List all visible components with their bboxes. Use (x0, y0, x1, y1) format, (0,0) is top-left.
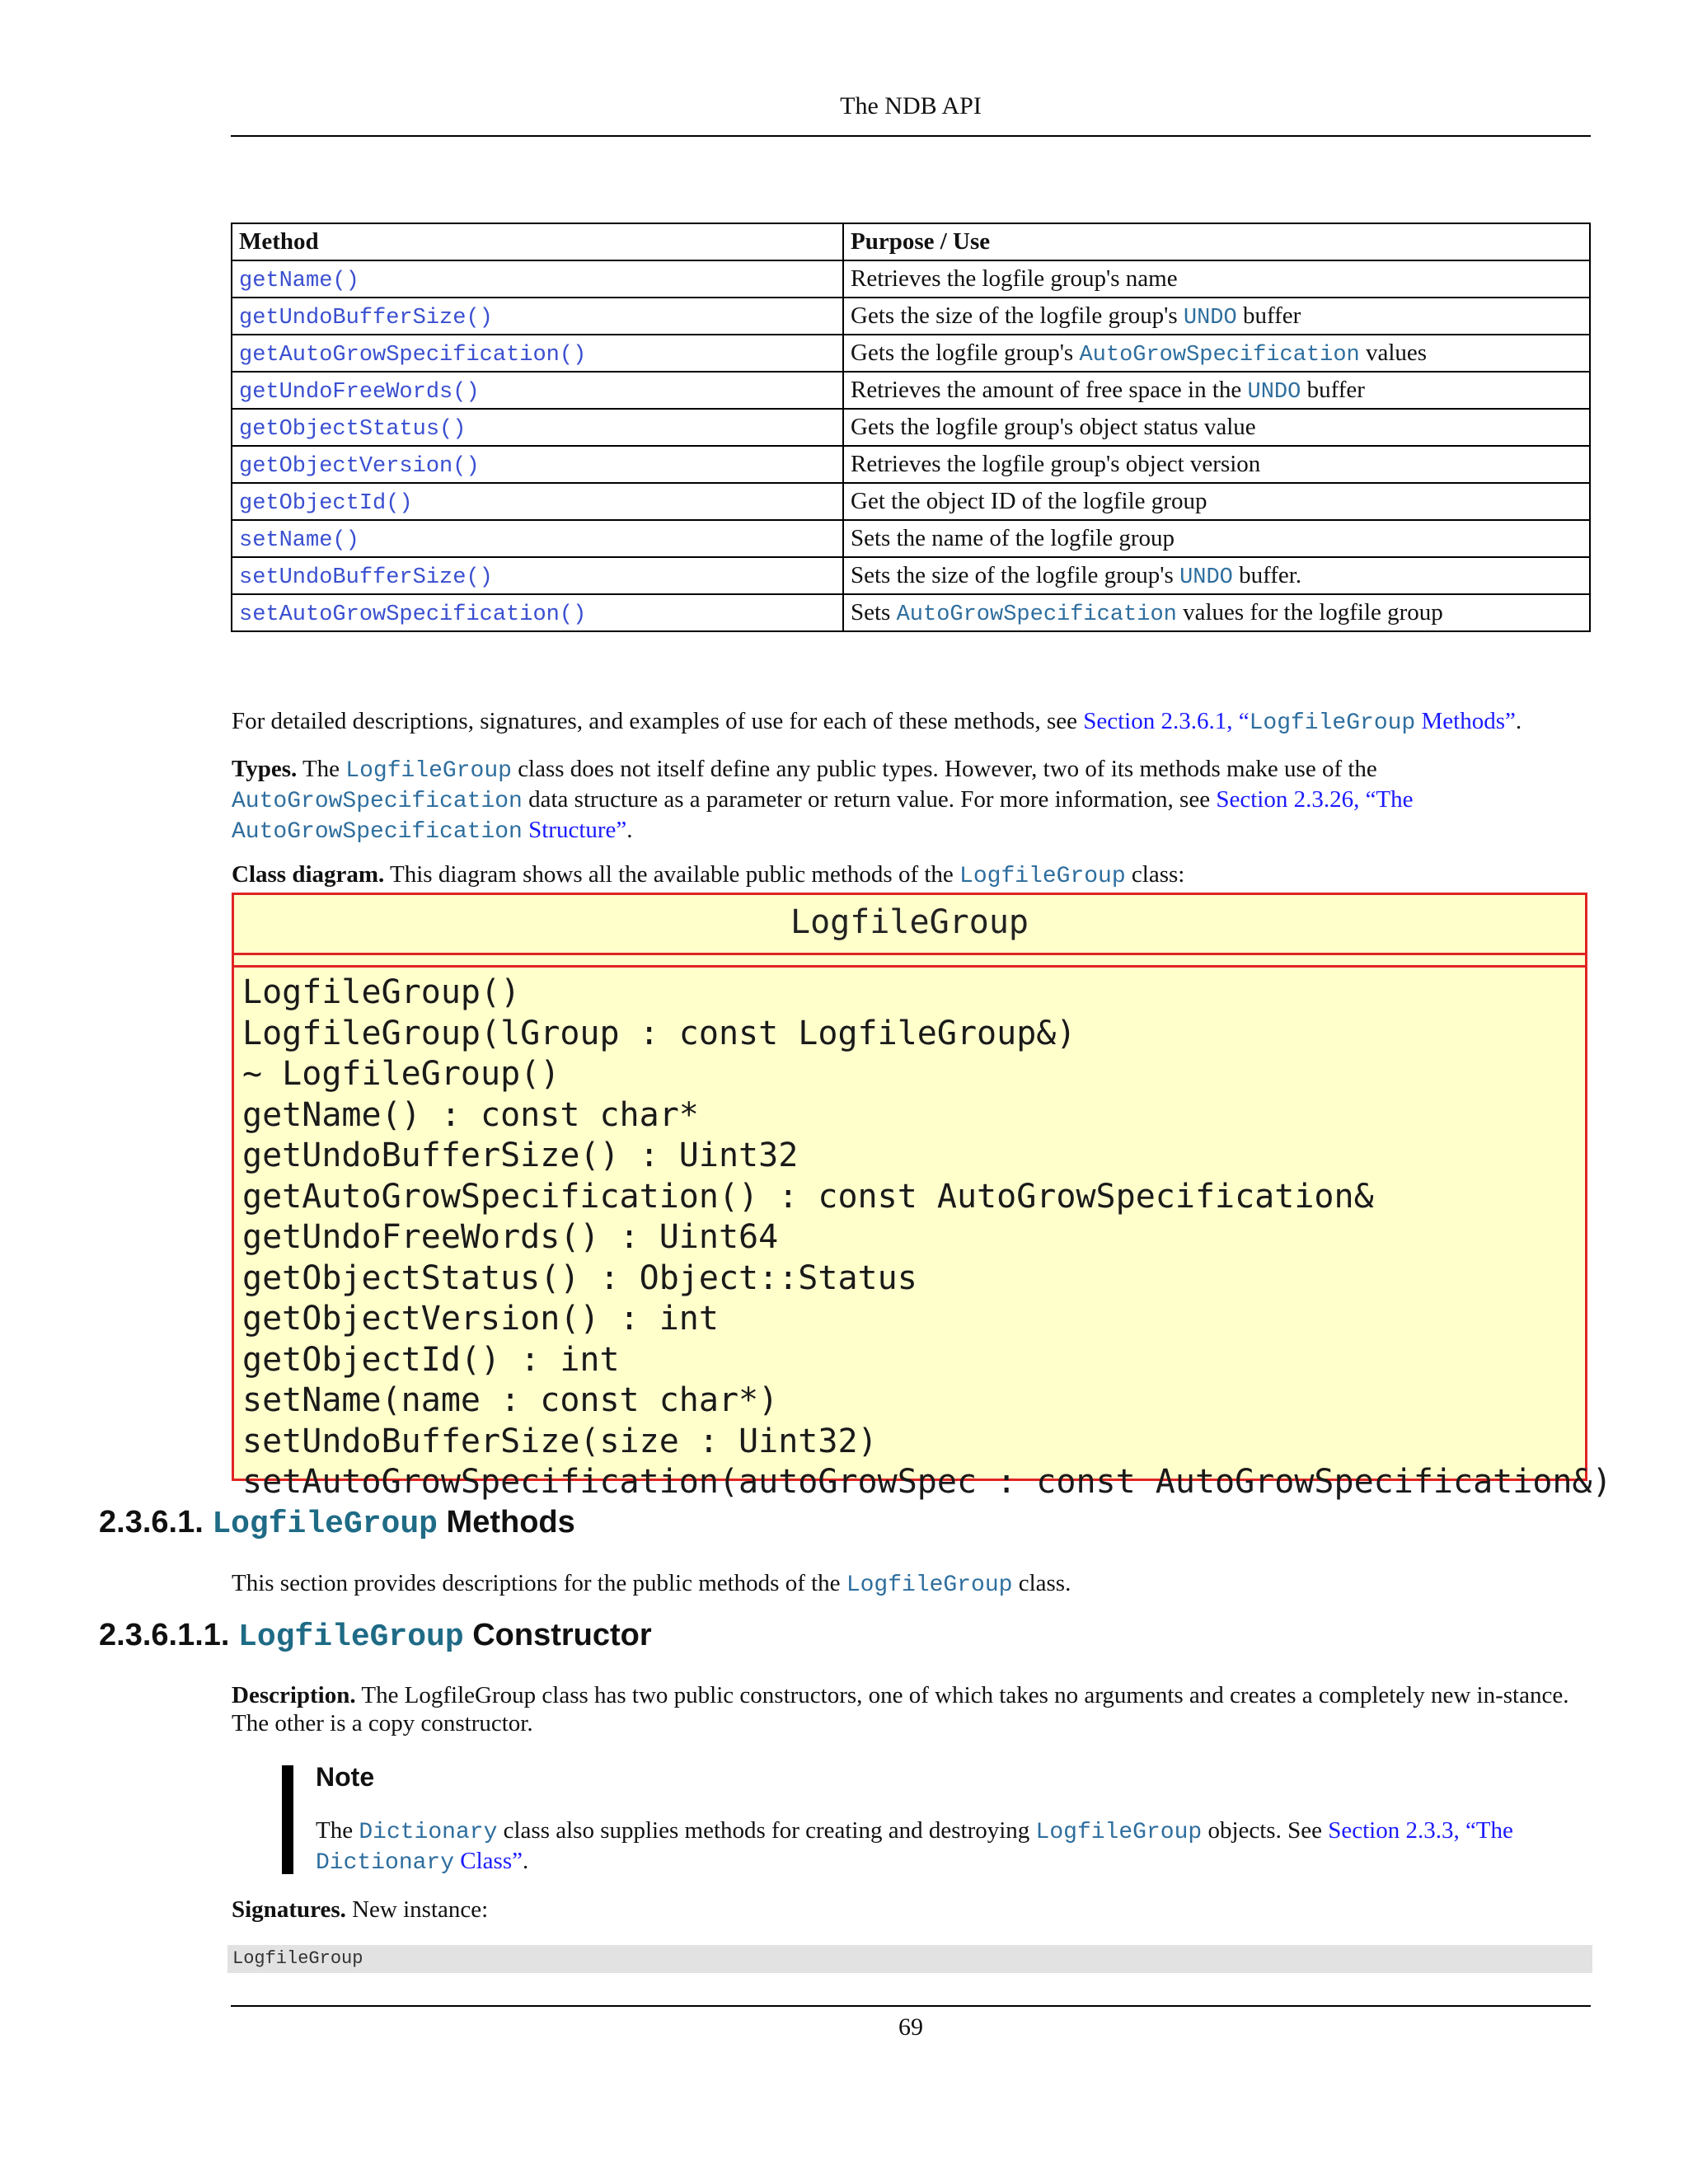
purpose-cell (843, 260, 1590, 298)
link-section-2-3-6-1[interactable] (1083, 708, 1516, 734)
table-row (232, 594, 1590, 631)
method-link[interactable]: setUndoBufferSize() (239, 565, 493, 590)
purpose-text: Sets (851, 598, 897, 626)
note-text-part: class also supplies methods for creating and destroying (497, 1817, 1036, 1844)
running-header: The NDB API (840, 92, 982, 120)
signatures-label: Signatures. (232, 1896, 346, 1923)
note-text-part: objects. See (1202, 1817, 1329, 1844)
class-diagram-member: getAutoGrowSpecification() : const AutoGrowSpecification& (242, 1177, 1374, 1216)
section-heading-methods (99, 1505, 575, 1542)
method-cell (232, 520, 843, 557)
class-diagram-member: getObjectVersion() : int (242, 1300, 719, 1338)
table-header-row (232, 223, 1590, 260)
method-link[interactable]: getName() (239, 268, 359, 293)
punctuation: . (523, 1848, 529, 1874)
class-diagram-member: LogfileGroup() (242, 973, 521, 1011)
description-text: The LogfileGroup class has two public constructors, one of which takes no arguments and creates a completely new in-stance. The other is a copy constructor. (232, 1682, 1569, 1736)
method-cell (232, 372, 843, 409)
types-text: The (297, 756, 346, 782)
method-cell (232, 298, 843, 335)
class-diagram-member: ~ LogfileGroup() (242, 1055, 560, 1093)
purpose-cell (843, 594, 1590, 631)
purpose-code: UNDO (1179, 565, 1233, 590)
class-diagram-text: This diagram shows all the available public methods of the (384, 861, 960, 888)
purpose-cell (843, 335, 1590, 372)
header-rule (231, 135, 1591, 137)
purpose-cell (843, 372, 1590, 409)
class-diagram-paragraph (232, 860, 1592, 891)
details-text: For detailed descriptions, signatures, and examples of use for each of these methods, see (232, 708, 1084, 734)
purpose-cell (843, 446, 1590, 483)
method-cell (232, 594, 843, 631)
section-title: Methods (437, 1505, 575, 1540)
method-link[interactable]: setAutoGrowSpecification() (239, 602, 587, 627)
purpose-cell (843, 409, 1590, 446)
page-number: 69 (898, 2013, 923, 2041)
purpose-text: buffer (1236, 302, 1301, 329)
section-code: LogfileGroup (238, 1619, 464, 1655)
description-paragraph (232, 1681, 1592, 1737)
method-cell (232, 260, 843, 298)
purpose-text: buffer (1301, 376, 1365, 403)
note-text (316, 1816, 1568, 1877)
section-heading-constructor (99, 1618, 652, 1655)
method-link[interactable]: getObjectVersion() (239, 453, 480, 479)
purpose-code: AutoGrowSpecification (1079, 342, 1360, 368)
types-text: data structure as a parameter or return value. For more information, see (522, 786, 1217, 813)
purpose-cell (843, 520, 1590, 557)
signatures-paragraph (232, 1896, 1592, 1924)
method-link[interactable]: getUndoFreeWords() (239, 379, 480, 405)
method-cell (232, 557, 843, 594)
table-row (232, 557, 1590, 594)
code-logfilegroup: LogfileGroup (846, 1572, 1013, 1598)
note-title: Note (316, 1762, 375, 1792)
purpose-code: AutoGrowSpecification (896, 602, 1177, 627)
class-diagram (232, 893, 1612, 1501)
purpose-text: Gets the logfile group's (851, 339, 1080, 366)
code-logfilegroup: LogfileGroup (1035, 1820, 1203, 1845)
method-link[interactable]: setName() (239, 527, 359, 553)
purpose-cell (843, 557, 1590, 594)
purpose-text: Retrieves the logfile group's object version (851, 451, 1261, 477)
class-diagram-member: setUndoBufferSize(size : Uint32) (242, 1422, 878, 1460)
code-logfilegroup: LogfileGroup (959, 864, 1126, 889)
purpose-text: buffer. (1232, 561, 1302, 588)
table-row (232, 372, 1590, 409)
link-code: LogfileGroup (1249, 710, 1416, 736)
section-intro-text: This section provides descriptions for the public methods of the (232, 1570, 846, 1596)
purpose-text: Retrieves the logfile group's name (851, 265, 1178, 292)
class-diagram-member: getUndoFreeWords() : Uint64 (242, 1218, 779, 1256)
class-diagram-text: class: (1125, 861, 1185, 888)
purpose-code: UNDO (1183, 305, 1237, 330)
section-intro-text: class. (1012, 1570, 1071, 1596)
method-cell (232, 483, 843, 520)
code-block: LogfileGroup (227, 1945, 1592, 1973)
column-header-method: Method (232, 223, 843, 260)
footer-rule (231, 2005, 1591, 2007)
purpose-text: Sets the name of the logfile group (851, 525, 1175, 551)
link-text: Section 2.3.3, “The (1328, 1817, 1513, 1844)
types-paragraph (232, 755, 1592, 846)
types-text: class does not itself define any public types. However, two of its methods make use of the (511, 756, 1377, 782)
section-title: Constructor (463, 1618, 652, 1652)
purpose-text: Retrieves the amount of free space in the (851, 376, 1248, 403)
link-text: Section 2.3.26, “The (1216, 786, 1414, 813)
purpose-text: Gets the size of the logfile group's (851, 302, 1184, 329)
link-text: Structure” (522, 817, 627, 843)
method-link[interactable]: getAutoGrowSpecification() (239, 342, 587, 368)
link-code: AutoGrowSpecification (232, 819, 523, 845)
class-diagram-member: getObjectStatus() : Object::Status (242, 1258, 917, 1297)
table-row (232, 520, 1590, 557)
signatures-text: New instance: (345, 1896, 489, 1923)
table-row (232, 446, 1590, 483)
method-cell (232, 409, 843, 446)
purpose-text: values (1359, 339, 1428, 366)
section-number: 2.3.6.1. (99, 1505, 213, 1540)
purpose-text: values for the logfile group (1176, 598, 1443, 626)
class-diagram-member: LogfileGroup(lGroup : const LogfileGroup&) (242, 1014, 1076, 1052)
purpose-text: Get the object ID of the logfile group (851, 488, 1207, 514)
method-cell (232, 446, 843, 483)
purpose-cell (843, 298, 1590, 335)
section-code: LogfileGroup (212, 1507, 438, 1542)
column-header-purpose: Purpose / Use (843, 223, 1590, 260)
class-diagram-member: setName(name : const char*) (242, 1381, 779, 1419)
details-paragraph (232, 707, 1592, 738)
link-text: Section 2.3.6.1, “ (1083, 708, 1250, 734)
section-number: 2.3.6.1.1. (99, 1618, 239, 1652)
note-bar (282, 1765, 293, 1874)
table-row (232, 483, 1590, 520)
code-logfilegroup: LogfileGroup (345, 758, 512, 784)
table-row (232, 335, 1590, 372)
class-diagram-member: setAutoGrowSpecification(autoGrowSpec : const AutoGrowSpecification&) (242, 1463, 1612, 1501)
punctuation: . (626, 817, 633, 843)
class-diagram-title: LogfileGroup (234, 895, 1585, 955)
link-code: Dictionary (316, 1850, 455, 1876)
purpose-text: Sets the size of the logfile group's (851, 561, 1180, 588)
table-row (232, 260, 1590, 298)
code-autogrowspecification: AutoGrowSpecification (232, 789, 523, 814)
link-text: Class” (454, 1848, 523, 1874)
table-row (232, 409, 1590, 446)
methods-table (231, 223, 1591, 632)
purpose-code: UNDO (1247, 379, 1301, 405)
methods-table-body (232, 260, 1590, 631)
method-link[interactable]: getUndoBufferSize() (239, 305, 493, 330)
class-diagram-attributes-compartment (234, 955, 1585, 968)
types-label: Types. (232, 756, 298, 782)
class-diagram-member: getObjectId() : int (242, 1340, 620, 1379)
class-diagram-member: getName() : const char* (242, 1095, 699, 1134)
class-diagram-member: getUndoBufferSize() : Uint32 (242, 1137, 799, 1174)
method-link[interactable]: getObjectId() (239, 490, 413, 516)
punctuation: . (1515, 708, 1522, 734)
section-intro-paragraph (232, 1569, 1592, 1600)
purpose-cell (843, 483, 1590, 520)
class-diagram-label: Class diagram. (232, 861, 385, 888)
description-label: Description. (232, 1682, 356, 1708)
note-text-part: The (316, 1817, 359, 1844)
code-dictionary: Dictionary (359, 1820, 498, 1845)
table-row (232, 298, 1590, 335)
purpose-text: Gets the logfile group's object status value (851, 414, 1256, 440)
class-diagram-methods (234, 968, 1612, 1503)
link-text: Methods” (1415, 708, 1516, 734)
method-link[interactable]: getObjectStatus() (239, 416, 467, 442)
method-cell (232, 335, 843, 372)
